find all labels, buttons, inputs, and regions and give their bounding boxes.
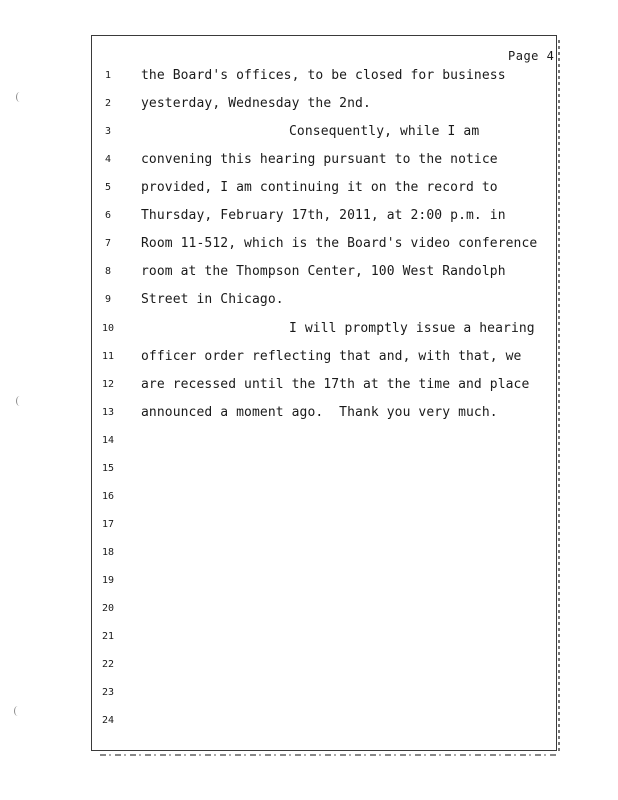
transcript-line: provided, I am continuing it on the record to <box>141 180 498 195</box>
scan-mark <box>16 396 23 406</box>
line-number: 16 <box>101 491 115 502</box>
line-number: 2 <box>104 98 112 109</box>
transcript-line: room at the Thompson Center, 100 West Randolph <box>141 264 506 279</box>
line-number: 19 <box>101 575 115 586</box>
transcript-line: I will promptly issue a hearing <box>289 321 535 336</box>
page-number: Page 4 <box>508 49 555 63</box>
line-number: 20 <box>101 603 115 614</box>
transcript-line: Room 11-512, which is the Board's video conference <box>141 236 538 251</box>
line-number: 1 <box>104 70 112 81</box>
line-number: 9 <box>104 294 112 305</box>
transcript-line: officer order reflecting that and, with that, we <box>141 349 522 364</box>
line-number: 13 <box>101 407 115 418</box>
line-number: 23 <box>101 687 115 698</box>
transcript-line: Street in Chicago. <box>141 292 284 307</box>
line-number: 3 <box>104 126 112 137</box>
transcript-line: Consequently, while I am <box>289 124 480 139</box>
transcript-line: Thursday, February 17th, 2011, at 2:00 p.m. in <box>141 208 506 223</box>
line-number: 21 <box>101 631 115 642</box>
line-number: 24 <box>101 715 115 726</box>
transcript-line: announced a moment ago. Thank you very much. <box>141 405 498 420</box>
line-number: 11 <box>101 351 115 362</box>
transcript-line: convening this hearing pursuant to the notice <box>141 152 498 167</box>
transcript-line: yesterday, Wednesday the 2nd. <box>141 96 371 111</box>
line-number: 8 <box>104 266 112 277</box>
line-number: 22 <box>101 659 115 670</box>
line-number: 14 <box>101 435 115 446</box>
scan-edge-noise <box>100 754 558 756</box>
transcript-line: are recessed until the 17th at the time and place <box>141 377 530 392</box>
scan-mark <box>16 92 23 102</box>
line-number: 10 <box>101 323 115 334</box>
transcript-page <box>91 35 557 751</box>
transcript-line: the Board's offices, to be closed for business <box>141 68 506 83</box>
line-number: 17 <box>101 519 115 530</box>
line-number: 4 <box>104 154 112 165</box>
line-number: 7 <box>104 238 112 249</box>
line-number: 15 <box>101 463 115 474</box>
line-number: 6 <box>104 210 112 221</box>
line-number: 5 <box>104 182 112 193</box>
line-number: 12 <box>101 379 115 390</box>
scan-mark <box>14 706 21 716</box>
line-number: 18 <box>101 547 115 558</box>
